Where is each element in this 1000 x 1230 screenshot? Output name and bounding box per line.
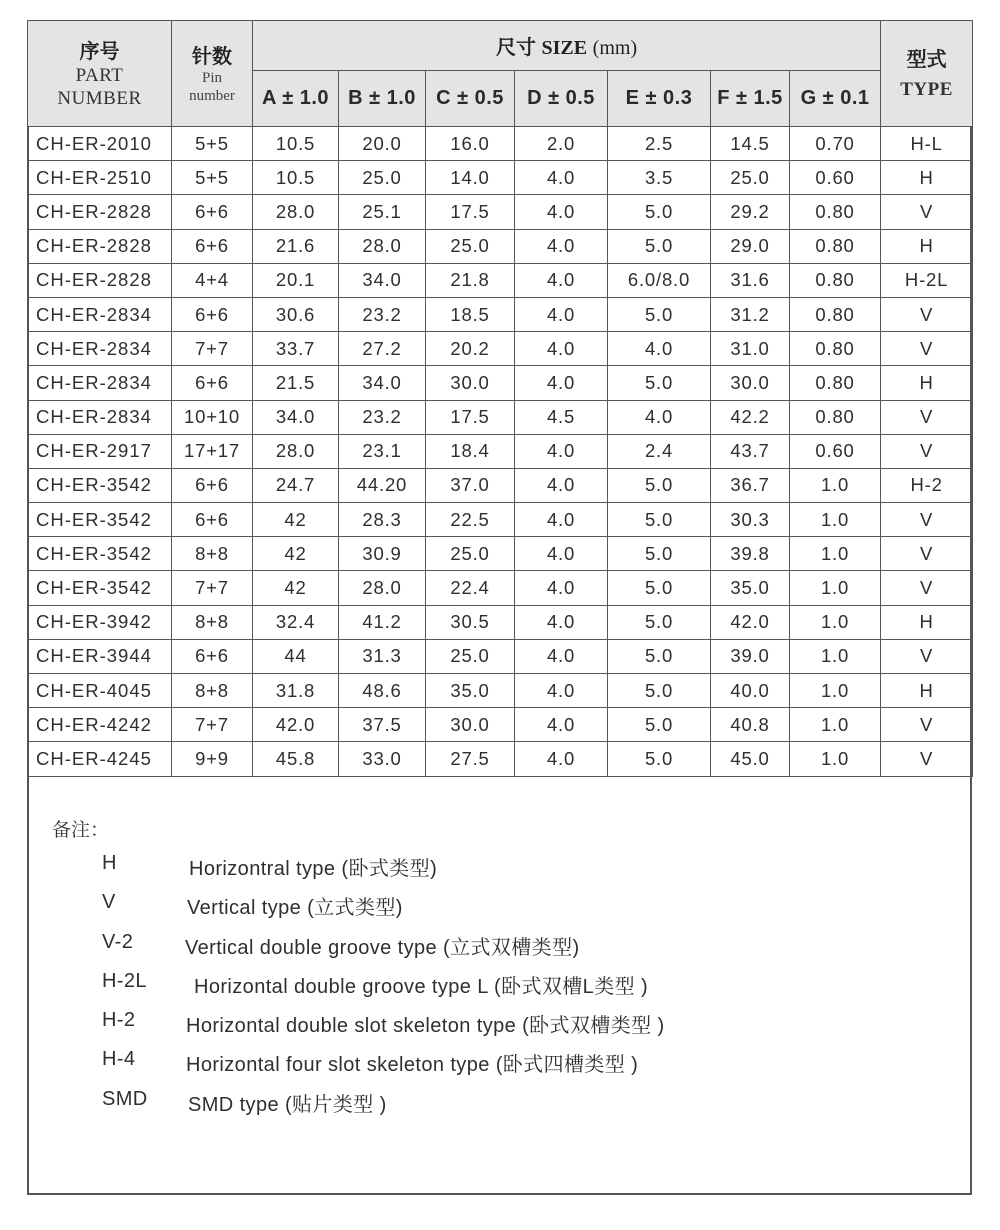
note-item (52, 1088, 952, 1127)
size-cell: 23.2 (339, 297, 426, 331)
size-cell: 31.2 (711, 297, 790, 331)
size-cell: 0.80 (790, 400, 881, 434)
pin-count-cell: 6+6 (172, 195, 253, 229)
table-header (28, 21, 973, 127)
size-cell: 39.8 (711, 537, 790, 571)
table-row (28, 742, 973, 776)
table-row (28, 708, 973, 742)
size-cell: 5.0 (608, 297, 711, 331)
size-cell: 5.0 (608, 468, 711, 502)
part-number-cell: CH-ER-3542 (28, 537, 172, 571)
pin-count-cell: 7+7 (172, 332, 253, 366)
pin-count-cell: 8+8 (172, 605, 253, 639)
size-cell: 37.0 (426, 468, 515, 502)
type-cell: H-L (881, 127, 973, 161)
size-cell: 33.7 (253, 332, 339, 366)
size-cell: 20.1 (253, 263, 339, 297)
note-item (52, 891, 952, 930)
size-cell: 6.0/8.0 (608, 263, 711, 297)
part-number-cell: CH-ER-4045 (28, 674, 172, 708)
size-cell: 5.0 (608, 537, 711, 571)
pin-count-cell: 6+6 (172, 468, 253, 502)
size-cell: 4.0 (515, 674, 608, 708)
size-cell: 31.0 (711, 332, 790, 366)
size-cell: 24.7 (253, 468, 339, 502)
size-cell: 20.2 (426, 332, 515, 366)
part-number-cell: CH-ER-4245 (28, 742, 172, 776)
notes-section (52, 815, 952, 1127)
size-cell: 4.0 (515, 332, 608, 366)
size-cell: 40.0 (711, 674, 790, 708)
note-description: Horizontal double slot skeleton type (卧式双槽类型 ) (186, 1015, 665, 1038)
size-cell: 1.0 (790, 537, 881, 571)
type-cell: V (881, 332, 973, 366)
size-cell: 1.0 (790, 639, 881, 673)
size-cell: 14.0 (426, 161, 515, 195)
table-body (28, 127, 973, 777)
note-item (52, 1048, 952, 1087)
pin-count-cell: 4+4 (172, 263, 253, 297)
type-cell: H (881, 674, 973, 708)
part-number-cell: CH-ER-3542 (28, 468, 172, 502)
size-cell: 5.0 (608, 605, 711, 639)
size-cell: 4.0 (515, 468, 608, 502)
table-row (28, 605, 973, 639)
size-cell: 42.0 (711, 605, 790, 639)
col-c-header: C ± 0.5 (426, 71, 515, 127)
size-cell: 22.5 (426, 503, 515, 537)
size-cell: 28.0 (253, 195, 339, 229)
size-cell: 40.8 (711, 708, 790, 742)
size-cell: 42.2 (711, 400, 790, 434)
type-cell: H (881, 161, 973, 195)
col-a-header: A ± 1.0 (253, 71, 339, 127)
table-row (28, 400, 973, 434)
size-cell: 5.0 (608, 674, 711, 708)
size-cell: 0.60 (790, 434, 881, 468)
pin-count-cell: 6+6 (172, 229, 253, 263)
table-row (28, 674, 973, 708)
note-item (52, 970, 952, 1009)
size-cell: 45.0 (711, 742, 790, 776)
note-description: SMD type (贴片类型 ) (188, 1093, 387, 1116)
size-cell: 33.0 (339, 742, 426, 776)
size-cell: 5.0 (608, 708, 711, 742)
pin-count-cell: 6+6 (172, 503, 253, 537)
size-cell: 31.8 (253, 674, 339, 708)
size-cell: 30.0 (426, 708, 515, 742)
size-cell: 4.0 (515, 195, 608, 229)
part-number-cell: CH-ER-2510 (28, 161, 172, 195)
size-cell: 20.0 (339, 127, 426, 161)
size-cell: 1.0 (790, 742, 881, 776)
note-item (52, 931, 952, 970)
table-row (28, 639, 973, 673)
size-cell: 29.2 (711, 195, 790, 229)
table-row (28, 468, 973, 502)
size-cell: 5.0 (608, 571, 711, 605)
size-cell: 30.5 (426, 605, 515, 639)
note-description: Vertical type (立式类型) (187, 897, 403, 920)
size-cell: 5.0 (608, 229, 711, 263)
size-cell: 1.0 (790, 468, 881, 502)
size-cell: 4.0 (515, 571, 608, 605)
size-cell: 2.0 (515, 127, 608, 161)
size-cell: 2.5 (608, 127, 711, 161)
table-row (28, 332, 973, 366)
note-code: SMD (102, 1087, 148, 1110)
size-cell: 5.0 (608, 639, 711, 673)
size-cell: 18.5 (426, 297, 515, 331)
size-cell: 4.0 (515, 434, 608, 468)
size-cell: 4.0 (515, 605, 608, 639)
size-cell: 0.80 (790, 332, 881, 366)
type-cell: V (881, 537, 973, 571)
size-cell: 3.5 (608, 161, 711, 195)
size-cell: 30.0 (711, 366, 790, 400)
note-description: Horizontral type (卧式类型) (189, 858, 438, 880)
type-cell: V (881, 639, 973, 673)
pin-count-cell: 7+7 (172, 571, 253, 605)
table-row (28, 571, 973, 605)
col-g-header: G ± 0.1 (790, 71, 881, 127)
size-cell: 35.0 (426, 674, 515, 708)
size-cell: 29.0 (711, 229, 790, 263)
size-cell: 0.70 (790, 127, 881, 161)
size-cell: 34.0 (339, 263, 426, 297)
size-cell: 4.0 (515, 366, 608, 400)
table-row (28, 434, 973, 468)
type-cell: H (881, 229, 973, 263)
type-cell: H (881, 366, 973, 400)
note-description: Vertical double groove type (立式双槽类型) (185, 936, 580, 959)
size-cell: 0.80 (790, 366, 881, 400)
size-cell: 4.0 (515, 639, 608, 673)
part-number-cell: CH-ER-3542 (28, 571, 172, 605)
col-b-header: B ± 1.0 (339, 71, 426, 127)
note-code: H (102, 852, 117, 874)
size-cell: 30.6 (253, 297, 339, 331)
table-row (28, 161, 973, 195)
table-row (28, 195, 973, 229)
size-cell: 41.2 (339, 605, 426, 639)
type-cell: V (881, 195, 973, 229)
size-cell: 48.6 (339, 674, 426, 708)
type-cell: V (881, 400, 973, 434)
size-cell: 23.2 (339, 400, 426, 434)
size-cell: 0.80 (790, 263, 881, 297)
pin-count-cell: 7+7 (172, 708, 253, 742)
pin-count-cell: 17+17 (172, 434, 253, 468)
size-cell: 21.5 (253, 366, 339, 400)
type-cell: V (881, 571, 973, 605)
note-item (52, 852, 952, 891)
size-cell: 34.0 (339, 366, 426, 400)
type-header: 型式 TYPE (881, 21, 973, 127)
size-cell: 25.0 (711, 161, 790, 195)
size-cell: 4.5 (515, 400, 608, 434)
type-cell: H (881, 605, 973, 639)
type-cell: H-2L (881, 263, 973, 297)
size-cell: 21.8 (426, 263, 515, 297)
note-code: H-4 (102, 1048, 136, 1071)
size-cell: 4.0 (515, 503, 608, 537)
size-cell: 35.0 (711, 571, 790, 605)
size-cell: 10.5 (253, 161, 339, 195)
note-code: V-2 (102, 930, 134, 953)
pin-number-header: 针数 Pin number (172, 21, 253, 127)
part-number-cell: CH-ER-3942 (28, 605, 172, 639)
pin-count-cell: 5+5 (172, 127, 253, 161)
type-cell: H-2 (881, 468, 973, 502)
size-cell: 4.0 (515, 708, 608, 742)
note-code: H-2L (102, 969, 147, 992)
size-cell: 1.0 (790, 674, 881, 708)
part-number-cell: CH-ER-2010 (28, 127, 172, 161)
size-cell: 0.80 (790, 195, 881, 229)
note-description: Horizontal double groove type L (卧式双槽L类型 ) (194, 975, 649, 998)
size-cell: 25.0 (339, 161, 426, 195)
part-number-cell: CH-ER-2834 (28, 366, 172, 400)
size-cell: 1.0 (790, 503, 881, 537)
pin-count-cell: 9+9 (172, 742, 253, 776)
size-cell: 17.5 (426, 400, 515, 434)
size-cell: 31.6 (711, 263, 790, 297)
pin-count-cell: 10+10 (172, 400, 253, 434)
type-cell: V (881, 297, 973, 331)
table-row (28, 503, 973, 537)
size-cell: 1.0 (790, 605, 881, 639)
size-cell: 31.3 (339, 639, 426, 673)
size-cell: 25.0 (426, 229, 515, 263)
size-cell: 23.1 (339, 434, 426, 468)
size-cell: 30.0 (426, 366, 515, 400)
size-cell: 43.7 (711, 434, 790, 468)
size-cell: 5.0 (608, 503, 711, 537)
size-cell: 5.0 (608, 742, 711, 776)
table-row (28, 127, 973, 161)
size-cell: 37.5 (339, 708, 426, 742)
type-cell: V (881, 503, 973, 537)
part-number-cell: CH-ER-2834 (28, 332, 172, 366)
size-cell: 28.0 (253, 434, 339, 468)
size-cell: 30.9 (339, 537, 426, 571)
notes-list (52, 852, 952, 1127)
size-cell: 28.0 (339, 229, 426, 263)
type-cell: V (881, 708, 973, 742)
size-cell: 27.5 (426, 742, 515, 776)
part-number-cell: CH-ER-2828 (28, 263, 172, 297)
size-cell: 5.0 (608, 366, 711, 400)
size-cell: 25.1 (339, 195, 426, 229)
size-cell: 2.4 (608, 434, 711, 468)
table-row (28, 297, 973, 331)
size-cell: 44 (253, 639, 339, 673)
size-cell: 32.4 (253, 605, 339, 639)
size-cell: 14.5 (711, 127, 790, 161)
size-cell: 4.0 (515, 297, 608, 331)
pin-count-cell: 6+6 (172, 297, 253, 331)
part-number-cell: CH-ER-4242 (28, 708, 172, 742)
size-cell: 39.0 (711, 639, 790, 673)
size-cell: 30.3 (711, 503, 790, 537)
note-code: V (102, 891, 116, 914)
col-e-header: E ± 0.3 (608, 71, 711, 127)
part-number-cell: CH-ER-2834 (28, 400, 172, 434)
table-row (28, 229, 973, 263)
size-cell: 10.5 (253, 127, 339, 161)
size-cell: 28.3 (339, 503, 426, 537)
size-cell: 27.2 (339, 332, 426, 366)
pin-count-cell: 6+6 (172, 639, 253, 673)
note-description: Horizontal four slot skeleton type (卧式四槽类型 ) (186, 1054, 639, 1077)
size-cell: 22.4 (426, 571, 515, 605)
type-cell: V (881, 434, 973, 468)
pin-count-cell: 5+5 (172, 161, 253, 195)
col-f-header: F ± 1.5 (711, 71, 790, 127)
size-cell: 42 (253, 571, 339, 605)
size-cell: 4.0 (515, 263, 608, 297)
size-cell: 21.6 (253, 229, 339, 263)
size-cell: 44.20 (339, 468, 426, 502)
pin-count-cell: 8+8 (172, 674, 253, 708)
size-cell: 5.0 (608, 195, 711, 229)
size-cell: 4.0 (515, 229, 608, 263)
notes-title: 备注： (52, 819, 110, 841)
note-code: H-2 (102, 1009, 136, 1032)
size-cell: 4.0 (515, 161, 608, 195)
part-number-header: 序号 PART NUMBER (28, 21, 172, 127)
size-cell: 25.0 (426, 537, 515, 571)
size-cell: 28.0 (339, 571, 426, 605)
col-d-header: D ± 0.5 (515, 71, 608, 127)
size-cell: 1.0 (790, 571, 881, 605)
size-cell: 4.0 (515, 537, 608, 571)
size-cell: 0.80 (790, 229, 881, 263)
size-cell: 0.60 (790, 161, 881, 195)
size-cell: 42 (253, 537, 339, 571)
part-number-cell: CH-ER-2828 (28, 195, 172, 229)
note-item (52, 1009, 952, 1048)
pin-count-cell: 6+6 (172, 366, 253, 400)
size-cell: 42 (253, 503, 339, 537)
part-number-cell: CH-ER-2917 (28, 434, 172, 468)
table-row (28, 366, 973, 400)
size-cell: 16.0 (426, 127, 515, 161)
size-cell: 42.0 (253, 708, 339, 742)
size-cell: 1.0 (790, 708, 881, 742)
part-number-cell: CH-ER-2834 (28, 297, 172, 331)
part-number-cell: CH-ER-3542 (28, 503, 172, 537)
size-header: 尺寸 SIZE (mm) (253, 21, 881, 71)
size-cell: 25.0 (426, 639, 515, 673)
size-cell: 45.8 (253, 742, 339, 776)
size-cell: 4.0 (608, 400, 711, 434)
size-cell: 18.4 (426, 434, 515, 468)
pin-count-cell: 8+8 (172, 537, 253, 571)
type-cell: V (881, 742, 973, 776)
table-row (28, 537, 973, 571)
spec-table (27, 20, 973, 777)
size-cell: 4.0 (608, 332, 711, 366)
part-number-cell: CH-ER-3944 (28, 639, 172, 673)
size-cell: 4.0 (515, 742, 608, 776)
size-cell: 17.5 (426, 195, 515, 229)
part-number-cell: CH-ER-2828 (28, 229, 172, 263)
table-row (28, 263, 973, 297)
size-cell: 0.80 (790, 297, 881, 331)
size-cell: 34.0 (253, 400, 339, 434)
size-cell: 36.7 (711, 468, 790, 502)
